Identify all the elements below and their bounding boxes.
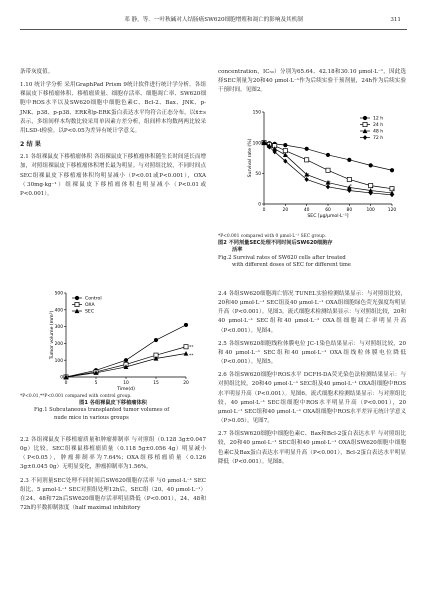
- x-axis-label: Time(d): [117, 387, 135, 392]
- legend-label: SEC: [85, 309, 95, 315]
- y-tick-label: 100: [252, 141, 261, 147]
- x-tick-label: 15: [153, 381, 159, 386]
- figure-1-caption-en-1: Fig.1 Subcutaneous transplanted tumor volumes of: [34, 407, 170, 414]
- section-2-4: 2.4 各组SW620细胞凋亡情况 TUNEL实验检测结果显示：与对照组比较，20和40 μmol·L⁻¹ SEC组及40 μmol·L⁻¹ OXA组细胞绿色荧光强度均明显升高（P<0.001）。见图3。流式细胞术检测结果显示：与对照组比较，20和40 μmol·L⁻¹ SEC组和40 μmol·L⁻¹ OXA组细胞凋亡率明显升高（P<0.001）。见图4。: [218, 291, 406, 334]
- data-point: [154, 338, 158, 342]
- data-point: [283, 149, 287, 153]
- data-point: [124, 358, 128, 362]
- x-tick-label: 5: [94, 381, 98, 386]
- significance-mark: *: [349, 184, 352, 190]
- right-column-top: [218, 68, 406, 95]
- legend-marker: [363, 135, 367, 140]
- y-tick-label: 150: [252, 110, 261, 116]
- y-tick-label: 500: [54, 291, 63, 297]
- data-point: [305, 147, 309, 151]
- figure-2-caption: [218, 234, 406, 270]
- y-tick-label: 400: [54, 308, 63, 314]
- section-2-1: 2.1 各组裸鼠皮下移植瘤体积 各组裸鼠皮下移植瘤体积随生长时间延长而增加，对照组裸鼠皮下移植瘤体积增长最为明显。与对照组比较，不同时间点SEC组裸鼠皮下移植瘤体积均明显减小（P<0.01或P<0.001），OXA（30mg·kg⁻¹）组裸鼠皮下移植瘤体积也明显减小（P<0.01或P<0.001）。: [20, 154, 206, 197]
- x-tick-label: 120: [387, 208, 397, 213]
- y-tick-label: 200: [54, 342, 63, 347]
- data-point: [184, 351, 189, 356]
- legend-label: OXA: [85, 303, 95, 309]
- figure-1-caption-en-2: nude mice in various groups: [54, 414, 129, 421]
- x-tick-label: 100: [366, 208, 375, 213]
- figure-2-caption-cn-2: 活率: [232, 247, 243, 254]
- y-axis-label: Tumor volume (mm³): [50, 310, 55, 360]
- legend-label: 24 h: [373, 123, 384, 129]
- data-point: [347, 158, 351, 162]
- legend-marker: [75, 296, 79, 300]
- x-tick-label: 40: [303, 208, 310, 213]
- y-axis-label: Survival rate (%): [248, 138, 253, 178]
- section-1-10: 1.10 统计学分析 采用GraphPad Prism 9统计软件进行统计学分析。各组裸鼠皮下移植瘤体积、移植瘤质量、细胞存活率、细胞凋亡率、SW620细胞中ROS水平以及SW620细胞中细胞色素C、Bcl-2、Bax、JNK、p-JNK、p38、p-p38、ERK和p-ERK蛋白表达水平均符合正态分布，以x̄±s表示，多组间样本均数比较采用单因素方差分析，组间样本均数两两比较采用LSD-t检验。以P<0.05为差异有统计学意义。: [20, 82, 206, 134]
- x-tick-label: 20: [282, 208, 289, 213]
- figure-2-note: *P<0.001 compared with 0 μmol·L⁻¹ SEC group.: [218, 234, 327, 239]
- data-point: [326, 168, 330, 172]
- header-rule: [20, 29, 407, 30]
- data-point: [305, 158, 309, 162]
- right-top-paragraph: concentration，IC₅₀）分别为65.64、42.18和30.10 μmol·L⁻¹，因此选择SEC剂量为20和40 μmol·L⁻¹作为后续实验干预剂量，24h作为后续实验干预时间。见图2。: [218, 69, 406, 94]
- significance-mark: *: [307, 173, 310, 179]
- data-point: [390, 168, 394, 172]
- section-2-6: 2.6 各组SW620细胞中ROS水平 DCFH-DA荧光染色法检测结果显示：与对照组比较，20和40 μmol·L⁻¹ SEC组及40 μmol·L⁻¹ OXA组细胞中ROS水平明显升高（P<0.001）。见图6。流式细胞术检测结果显示：与对照组比较，40 μmol·L⁻¹ SEC组细胞中ROS水平明显升高（P<0.001），20 μmol·L⁻¹ SEC组和40 μmol·L⁻¹ OXA组细胞中ROS水平差异无统计学意义（P>0.05）。见图7。: [218, 372, 406, 425]
- x-tick-label: 20: [183, 381, 189, 386]
- figure-1-caption: [20, 394, 206, 422]
- right-column-lower: [218, 290, 406, 467]
- data-point: [184, 345, 188, 349]
- section-2-7: 2.7 各组SW620细胞中细胞色素C、Bax和Bcl-2蛋白表达水平 与对照组比较，20和40 μmol·L⁻¹ SEC组和40 μmol·L⁻¹ OXA组SW620细胞中细胞色素C及Bax蛋白表达水平明显升高（P<0.001），Bcl-2蛋白表达水平明显降低（P<0.001）。见图8。: [218, 431, 406, 465]
- x-tick-label: 0: [64, 381, 68, 386]
- data-point: [184, 323, 188, 327]
- figure-1-note: *P<0.01,**P<0.001 compared with control group.: [20, 394, 132, 399]
- legend-marker: [363, 122, 367, 126]
- significance-mark: *: [328, 180, 331, 186]
- x-tick-label: 0: [262, 208, 266, 213]
- legend-label: 72 h: [373, 136, 384, 142]
- left-top-line: 条带灰度值。: [20, 69, 54, 75]
- figure-1-chart: [36, 283, 196, 403]
- figure-1-caption-cn: 图1 各组裸鼠皮下移植瘤体积: [79, 400, 147, 406]
- x-axis-label: SEC [μg/μmol·L⁻¹]: [307, 214, 349, 219]
- series-line-control: [66, 325, 186, 377]
- significance-mark: *: [371, 186, 374, 192]
- section-2-3: 2.3 不同剂量SEC处理不同时间后SW620细胞存活率 与0 μmol·L⁻¹ SEC组比，5 μmol·L⁻¹ SEC对照组处理12h后，SEC组（20、40 μmol·L⁻¹）在24、48和72h后SW620细胞存活率明显降低（P<0.001），24、48和72h的半数抑制浓度（half maximal inhibitory: [20, 477, 206, 512]
- figure-2-caption-cn-1: 图2 不同剂量SEC处理不同时间后SW620细胞存: [218, 240, 333, 246]
- section-2-2: 2.2 各组裸鼠皮下移植瘤质量和肿瘤抑制率 与对照组（0.128 3g±0.047 0g）比较，SEC组裸鼠移植瘤质量（0.118 5g±0.056 4g）明显减小（P<0.05），肿瘤抑制率为7.64%；OXA组移植瘤质量（0.126 3g±0.045 0g）无明显变化，肿瘤抑制率为1.56%。: [20, 437, 206, 471]
- legend-label: 48 h: [373, 129, 384, 135]
- legend-marker: [75, 302, 79, 306]
- left-column: [20, 68, 206, 199]
- page-number: 311: [390, 17, 401, 23]
- y-tick-label: 0: [60, 375, 63, 381]
- figure-2: [228, 104, 404, 234]
- data-point: [283, 143, 287, 147]
- x-tick-label: 10: [123, 381, 129, 386]
- figure-2-chart: [228, 104, 404, 230]
- figure-2-caption-en-1: Fig.2 Survival rates of SW620 cells after treated: [218, 254, 346, 261]
- y-tick-label: 300: [54, 325, 63, 331]
- left-column-lower: [20, 436, 206, 513]
- data-point: [326, 153, 330, 157]
- x-tick-label: 60: [325, 208, 331, 213]
- x-tick-label: 80: [346, 208, 353, 213]
- section-2-heading: 2 结 果: [20, 141, 41, 149]
- legend-label: Control: [85, 296, 102, 302]
- y-tick-label: 100: [54, 358, 63, 364]
- y-tick-label: 50: [255, 171, 261, 177]
- data-point: [347, 177, 351, 181]
- legend-label: 12 h: [373, 116, 384, 122]
- significance-mark: *: [285, 155, 288, 161]
- significance-mark: *: [392, 188, 395, 194]
- section-2-5: 2.5 各组SW620细胞线粒体膜电位 JC-1染色结果显示：与对照组比较，20和40 μmol·L⁻¹ SEC组和40 μmol·L⁻¹ OXA组线粒体膜电位降低（P<0.001）。见图5。: [218, 340, 406, 366]
- header-title: 邓 静，等．一叶秋碱对人结肠癌SW620细胞增殖和凋亡的影响及其机制: [124, 17, 303, 23]
- data-point: [369, 163, 373, 167]
- running-header: [20, 15, 407, 25]
- y-tick-label: 0: [258, 202, 261, 208]
- figure-2-caption-en-2: with different doses of SEC for different time: [232, 262, 351, 269]
- significance-mark: **: [189, 353, 194, 359]
- significance-mark: **: [189, 345, 194, 351]
- legend-marker: [363, 116, 367, 120]
